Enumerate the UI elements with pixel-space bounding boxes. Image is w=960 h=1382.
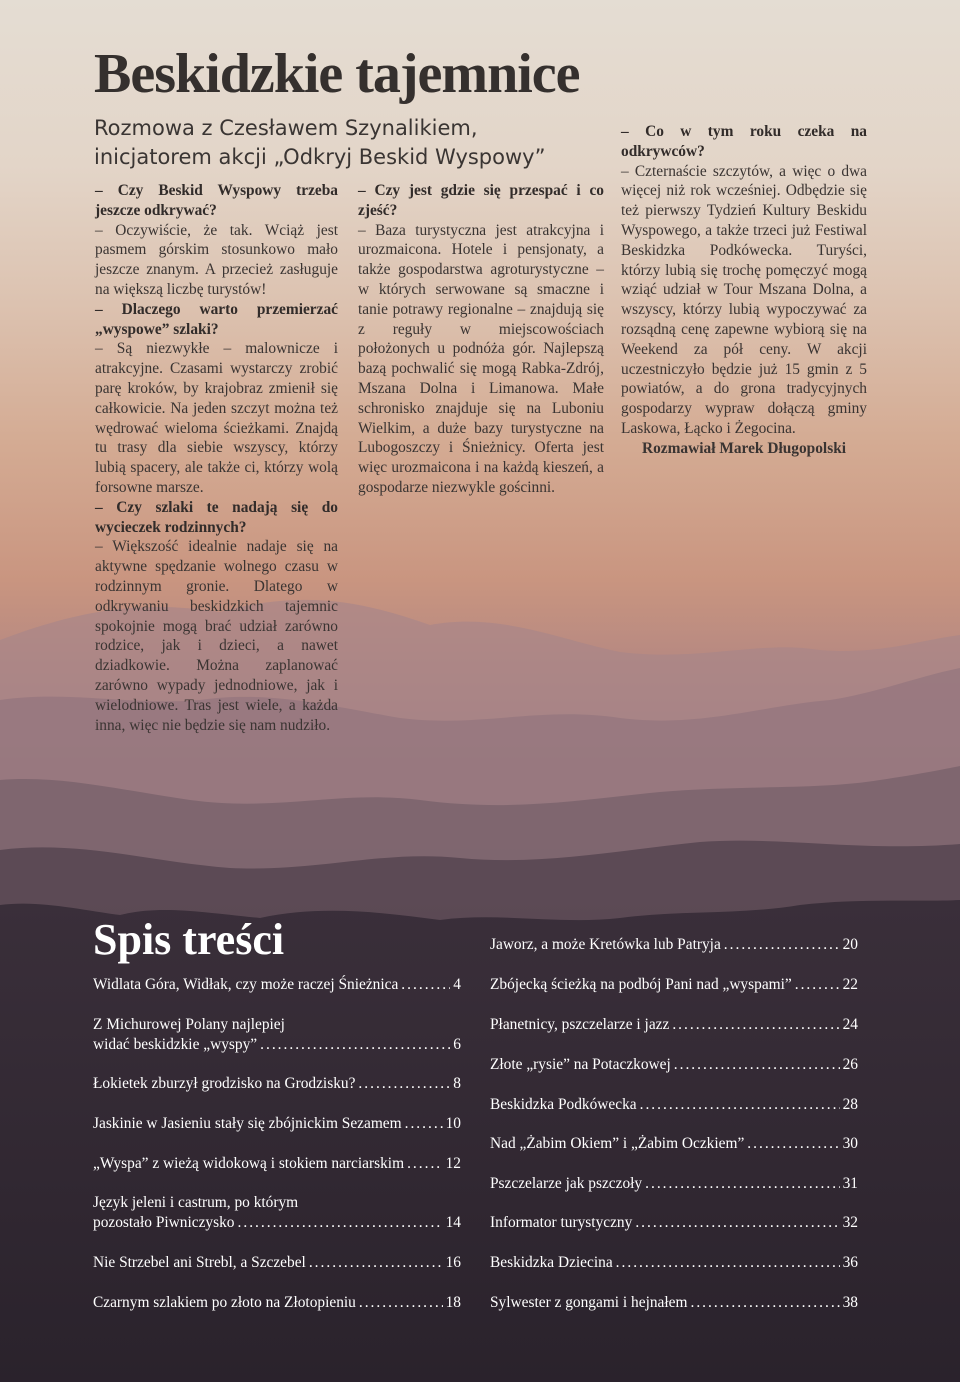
toc-entry-title: Widlata Góra, Widłak, czy może raczej Śnieżnica <box>93 976 399 993</box>
toc-page-number: 14 <box>445 1214 461 1231</box>
toc-page-number: 28 <box>842 1096 858 1113</box>
toc-leader <box>401 975 450 995</box>
toc-entry-title: Pszczelarze jak pszczoły <box>490 1175 643 1192</box>
toc-entry-title: Sylwester z gongami i hejnałem <box>490 1294 688 1311</box>
question: – Dlaczego warto przemierzać „wyspowe” szlaki? <box>95 300 338 338</box>
subtitle-line-1: Rozmowa z Czesławem Szynalikiem, <box>94 116 478 140</box>
toc-page-number: 6 <box>453 1036 461 1053</box>
toc-entry[interactable] <box>93 1015 461 1055</box>
answer: – Baza turystyczna jest atrakcyjna i urozmaicona. Hotele i pensjonaty, a także gospodarstwa agroturystyczne – w których serwowane są smaczne i tanie potrawy regionalne – znajdują się z reguły w miejscowościach położonych u podnóża gór. Najlepszą bazą pochwalić się mogą Rabka-Zdrój, Mszana Dolna i Limanowa. Małe schronisko znajduje się na Luboniu Wielkim, a duże bazy turystyczne na Lubogoszczy i Śnieżnicy. Oferta jest więc urozmaicona i na każdą kieszeń, a gospodarze niezwykle gościnni. <box>358 221 604 496</box>
toc-entry[interactable] <box>490 1055 858 1075</box>
toc-leader <box>640 1095 840 1115</box>
toc-entry[interactable] <box>490 1213 858 1233</box>
toc-entry[interactable] <box>93 1253 461 1273</box>
toc-entry-title: Zbójecką ścieżką na podbój Pani nad „wyspami” <box>490 976 792 993</box>
toc-entry[interactable] <box>93 1193 461 1233</box>
toc-page-number: 12 <box>445 1155 461 1172</box>
toc-entry-title: Beskidzka Dziecina <box>490 1254 613 1271</box>
toc-page-number: 31 <box>842 1175 858 1192</box>
toc-page-number: 22 <box>842 976 858 993</box>
question: – Czy szlaki te nadają się do wycieczek rodzinnych? <box>95 498 338 536</box>
toc-entry[interactable] <box>490 1134 858 1154</box>
article-title: Beskidzkie tajemnice <box>94 43 580 105</box>
toc-leader <box>407 1154 443 1174</box>
toc-leader <box>260 1035 450 1055</box>
toc-entry-title-line1: Z Michurowej Polany najlepiej <box>93 1016 285 1033</box>
toc-entry[interactable] <box>490 1095 858 1115</box>
question: – Czy jest gdzie się przespać i co zjeść? <box>358 182 604 219</box>
toc-title: Spis treści <box>93 915 285 964</box>
toc-entry[interactable] <box>93 975 461 995</box>
toc-entry-title: widać beskidzkie „wyspy” <box>93 1036 258 1053</box>
article-column-3 <box>621 122 867 459</box>
toc-page-number: 26 <box>842 1056 858 1073</box>
toc-entry-title: Jaskinie w Jasieniu stały się zbójnickim Sezamem <box>93 1115 402 1132</box>
toc-leader <box>616 1253 840 1273</box>
toc-page-number: 18 <box>445 1294 461 1311</box>
toc-entry-title: Informator turystyczny <box>490 1214 633 1231</box>
toc-entry-title: Jaworz, a może Kretówka lub Patryja <box>490 936 721 953</box>
answer: – Większość idealnie nadaje się na aktywne spędzanie wolnego czasu w rodzinnym gronie. Dlatego w odkrywaniu beskidzkich tajemnic spokojnie mogą brać udział zarówno rodzice, jak i dzieci, a nawet dziadkowie. Można zaplanować zarówno wypady jednodniowe, jak i wielodniowe. Tras jest wiele, a każda inna, więc nie będzie się nam nudziło. <box>95 538 338 734</box>
toc-page-number: 8 <box>453 1075 461 1092</box>
toc-page-number: 36 <box>842 1254 858 1271</box>
toc-page-number: 20 <box>842 936 858 953</box>
toc-entry-title: Beskidzka Podkówecka <box>490 1096 637 1113</box>
article-column-1 <box>95 181 338 735</box>
toc-entry[interactable] <box>93 1114 461 1134</box>
toc-leader <box>645 1174 839 1194</box>
question: – Co w tym roku czeka na odkrywców? <box>621 123 867 160</box>
toc-leader <box>724 935 840 955</box>
toc-leader <box>405 1114 443 1134</box>
toc-leader <box>674 1055 840 1075</box>
toc-leader <box>672 1015 839 1035</box>
toc-page-number: 24 <box>842 1016 858 1033</box>
toc-entry-title: pozostało Piwniczysko <box>93 1214 235 1231</box>
toc-entry[interactable] <box>93 1074 461 1094</box>
toc-leader <box>635 1213 839 1233</box>
toc-entry[interactable] <box>490 1253 858 1273</box>
toc-leader <box>309 1253 443 1273</box>
toc-entry-title-line1: Język jeleni i castrum, po którym <box>93 1194 299 1211</box>
toc-page-number: 4 <box>453 976 461 993</box>
toc-entry-title: Złote „rysie” na Potaczkowej <box>490 1056 671 1073</box>
toc-entry[interactable] <box>490 1293 858 1313</box>
toc-leader <box>795 975 840 995</box>
toc-leader <box>359 1293 443 1313</box>
toc-entry-title: Płanetnicy, pszczelarze i jazz <box>490 1016 670 1033</box>
author-signature: Rozmawiał Marek Długopolski <box>641 439 847 457</box>
article-column-2 <box>358 181 604 498</box>
toc-page-number: 30 <box>842 1135 858 1152</box>
toc-entry[interactable] <box>93 1154 461 1174</box>
toc-page-number: 10 <box>445 1115 461 1132</box>
toc-page-number: 16 <box>445 1254 461 1271</box>
toc-entry-title: Nad „Żabim Okiem” i „Żabim Oczkiem” <box>490 1135 745 1152</box>
toc-entry[interactable] <box>490 1174 858 1194</box>
toc-leader <box>358 1074 450 1094</box>
article-subtitle <box>94 114 545 172</box>
toc-page-number: 32 <box>842 1214 858 1231</box>
toc-entry[interactable] <box>93 1293 461 1313</box>
toc-entry-title: „Wyspa” z wieżą widokową i stokiem narciarskim <box>93 1155 405 1172</box>
answer: – Są niezwykłe – malownicze i atrakcyjne. Czasami wystarczy zrobić parę kroków, by krajobraz zmienił się całkowicie. Na jeden szczyt można też wędrować wieloma ścieżkami. Znajdą tu trasy dla siebie wszyscy, którzy lubią spacery, ale także ci, którzy wolą forsowne marsze. <box>95 340 338 496</box>
subtitle-line-2: inicjatorem akcji „Odkryj Beskid Wyspowy” <box>94 145 546 169</box>
toc-entry-title: Łokietek zburzył grodzisko na Grodzisku? <box>93 1075 356 1092</box>
toc-leader <box>747 1134 839 1154</box>
toc-entry[interactable] <box>490 935 858 955</box>
toc-entry-title: Nie Strzebel ani Strebl, a Szczebel <box>93 1254 306 1271</box>
toc-entry-title: Czarnym szlakiem po złoto na Złotopieniu <box>93 1294 356 1311</box>
toc-entry[interactable] <box>490 1015 858 1035</box>
toc-leader <box>690 1293 839 1313</box>
question: – Czy Beskid Wyspowy trzeba jeszcze odkrywać? <box>95 182 338 219</box>
toc-leader <box>238 1213 443 1233</box>
toc-page-number: 38 <box>842 1294 858 1311</box>
answer: – Oczywiście, że tak. Wciąż jest pasmem górskim stosunkowo mało jeszcze znanym. A przecież zasługuje na większą liczbę turystów! <box>95 221 338 298</box>
answer: – Czternaście szczytów, a więc o dwa więcej niż rok wcześniej. Odbędzie się też pierwszy Tydzień Kultury Beskidu Wyspowego, a także trzeci już Festiwal Beskidzka Podkówecka. Turyści, którzy lubią się trochę pomęczyć mogą wziąć udział w Tour Mszana Dolna, a wszyscy, którzy lubią wypoczywać za rozsądną cenę zapewne wybiorą się na Weekend za pół ceny. W akcji uczestniczyło będzie już 15 gmin z 5 powiatów, a do grona tradycyjnych gospodarzy wypraw dołączą gminy Laskowa, Łącko i Żegocina. <box>621 162 867 437</box>
toc-entry[interactable] <box>490 975 858 995</box>
